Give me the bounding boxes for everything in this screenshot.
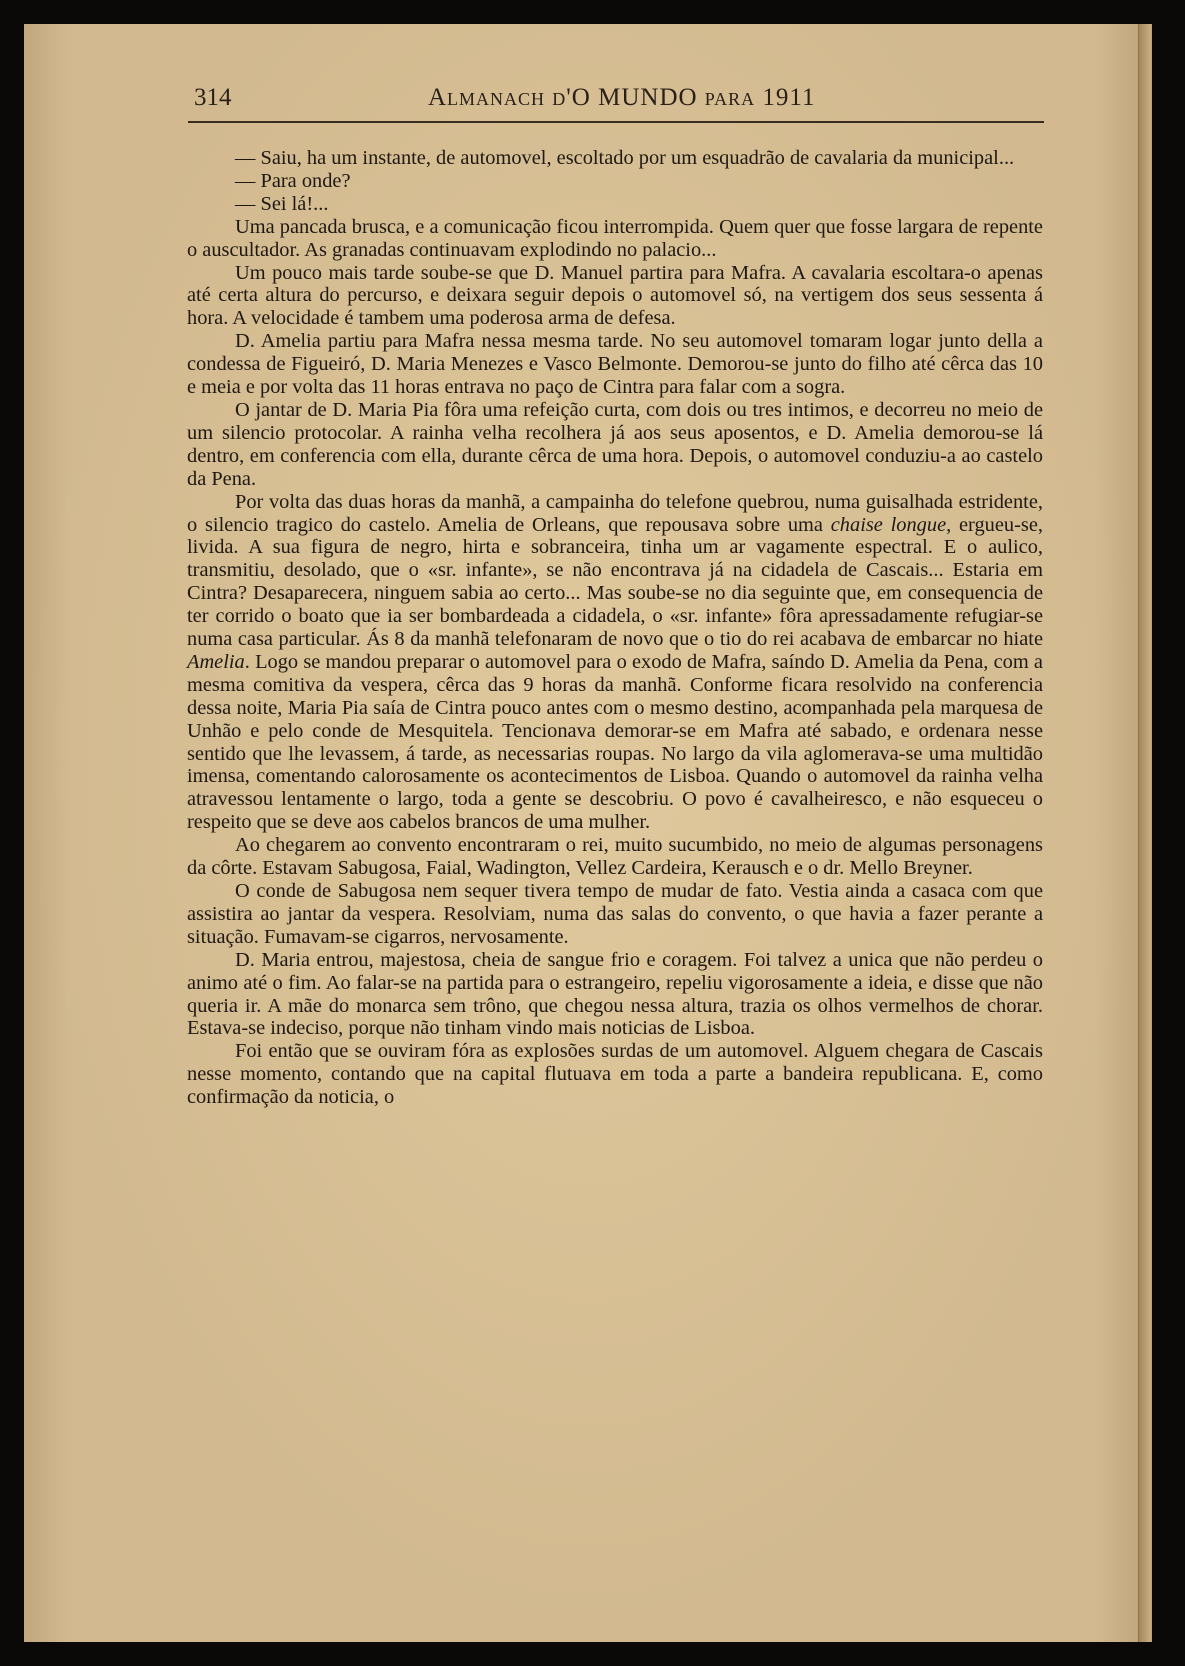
paragraph: Uma pancada brusca, e a comunicação ficou interrompida. Quem quer que fosse largara de repente o auscultador. As granadas continuavam explodindo no palacio... [187,215,1043,261]
paragraph: O conde de Sabugosa nem sequer tivera tempo de mudar de fato. Vestia ainda a casaca com que assistira ao jantar da vespera. Resolviam, numa das salas do convento, o que havia a fazer perante a situação. Fumavam-se cigarros, nervosamente. [187,880,1043,948]
paragraph: — Sei lá!... [235,192,329,215]
paragraph: Por volta das duas horas da manhã, a campainha do telefone quebrou, numa guisalhada estridente, o silencio tragico do castelo. Amelia de Orleans, que repousava sobre uma chaise longue, ergueu-se, livida. A sua figura de negro, hirta e sobranceira, tinha um ar vagamente espectral. E o aulico, transmitiu, desolado, que o «sr. infante», se não encontrava já na cidadela de Cascais... Estaria em Cintra? Desaparecera, ninguem sabia ao certo... Mas soube-se no dia seguinte que, em consequencia de ter corrido o boato que ia ser bombardeada a cidadela, o «sr. infante» fôra apressadamente refugiar-se numa casa particular. Ás 8 da manhã telefonaram de novo que o tio do rei acabava de embarcar no hiate Amelia. Logo se mandou preparar o automovel para o exodo de Mafra, saíndo D. Amelia da Pena, com a mesma comitiva da vespera, cêrca das 9 horas da manhã. Conforme ficara resolvido na conferencia dessa noite, Maria Pia saía de Cintra pouco antes com o mesmo destino, acompanhada pela marquesa de Unhão e pelo conde de Mesquitela. Tencionava demorar-se em Mafra até sabado, e ordenara nesse sentido que lhe levassem, á tarde, as necessarias roupas. No largo da vila aglomerava-se uma multidão imensa, comentando calorosamente os acontecimentos de Lisboa. Quando o automovel da rainha velha atravessou lentamente o largo, toda a gente se descobriu. O povo é cavalheiresco, e não esqueceu o respeito que se deve aos cabelos brancos de uma mulher. [187,490,1043,834]
paragraph: — Para onde? [235,169,351,192]
paragraph: O jantar de D. Maria Pia fôra uma refeição curta, com dois ou tres intimos, e decorreu no meio de um silencio protocolar. A rainha velha recolhera já aos seus aposentos, e D. Amelia demorou-se lá dentro, em conferencia com ella, durante cêrca de uma hora. Depois, o automovel conduziu-a ao castelo da Pena. [187,398,1043,490]
italic-term: Amelia [187,650,245,673]
page-number: 314 [194,84,232,111]
paragraph: Ao chegarem ao convento encontraram o rei, muito sucumbido, no meio de algumas personagens da côrte. Estavam Sabugosa, Faial, Wadington, Vellez Cardeira, Kerausch e o dr. Mello Breyner. [187,834,1043,880]
paragraph: Um pouco mais tarde soube-se que D. Manuel partira para Mafra. A cavalaria escoltara-o apenas até certa altura do percurso, e deixara seguir depois o automovel só, na vertigem dos seus sessenta á hora. A velocidade é tambem uma poderosa arma de defesa. [187,261,1043,330]
paragraph: — Saiu, ha um instante, de automovel, escoltado por um esquadrão de cavalaria da municipal... [235,147,1015,169]
book-spine [1138,24,1151,1642]
running-title: Almanach d'O MUNDO para 1911 [428,84,816,111]
header-rule [188,121,1044,123]
paragraph: D. Amelia partiu para Mafra nessa mesma tarde. No seu automovel tomaram logar junto della a condessa de Figueiró, D. Maria Menezes e Vasco Belmonte. Demorou-se junto do filho até cêrca das 10 e meia e por volta das 11 horas entrava no paço de Cintra para falar com a sogra. [187,330,1043,399]
italic-term: chaise longue [830,513,947,536]
paragraph: Foi então que se ouviram fóra as explosões surdas de um automovel. Alguem chegara de Cascais nesse momento, contando que na capital flutuava em toda a parte a bandeira republicana. E, como confirmação da noticia, o [187,1040,1043,1109]
body-text [187,147,1043,1109]
paragraph: D. Maria entrou, majestosa, cheia de sangue frio e coragem. Foi talvez a unica que não perdeu o animo até o fim. Ao falar-se na partida para o estrangeiro, repeliu vigorosamente a ideia, e disse que não queria ir. A mãe do monarca sem trôno, que chegou nessa altura, trazia os olhos vermelhos de chorar. Estava-se indeciso, porque não tinham vindo mais noticias de Lisboa. [187,948,1043,1040]
page-header [188,84,1044,118]
